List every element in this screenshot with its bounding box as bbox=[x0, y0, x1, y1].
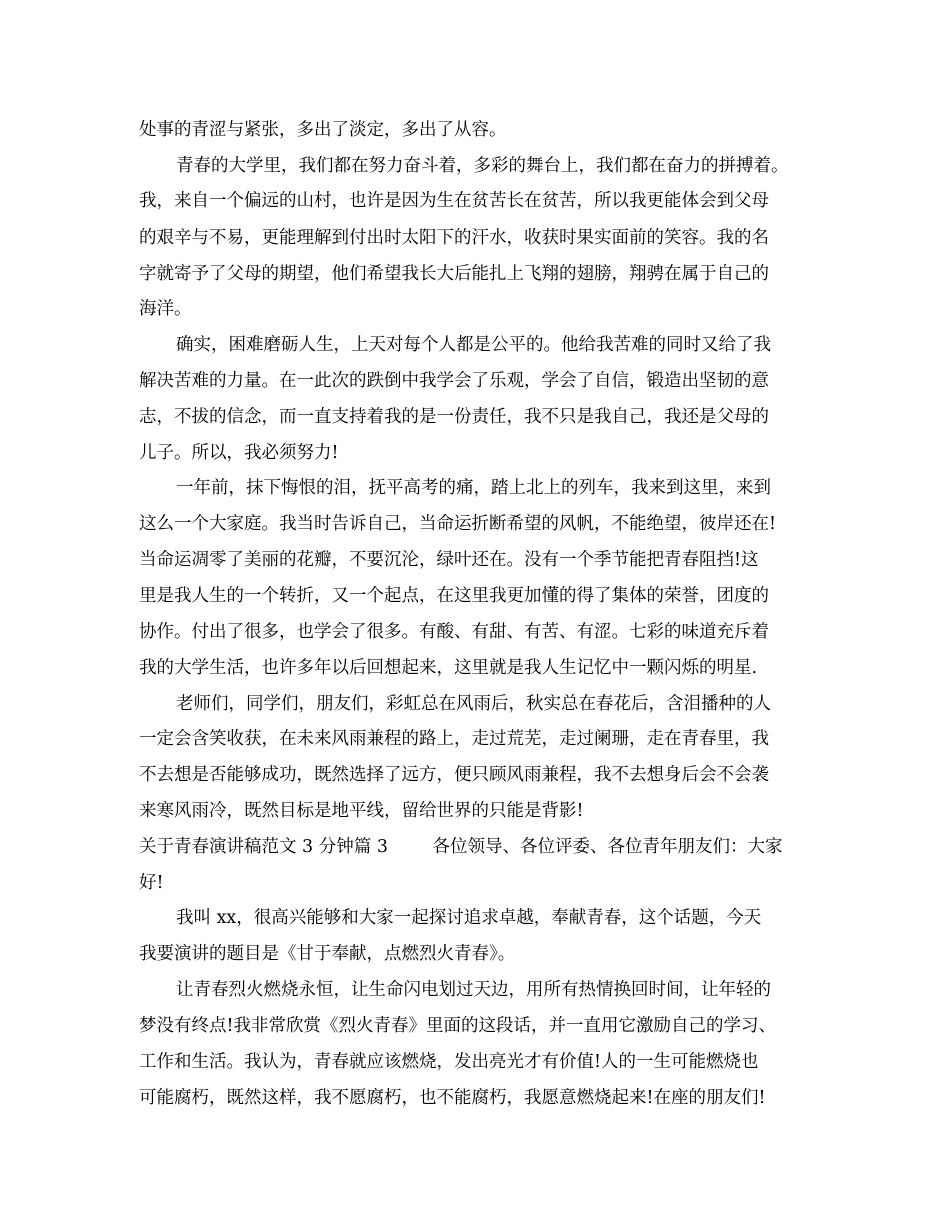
text-line: 我要演讲的题目是《甘于奉献，点燃烈火青春》。 bbox=[139, 944, 516, 964]
text-line: 儿子。所以，我必须努力! bbox=[139, 443, 339, 463]
text-line: 一定会含笑收获，在未来风雨兼程的路上，走过荒芜，走过阑珊，走在青春里，我 bbox=[139, 729, 769, 749]
text-line: 一年前，抹下悔恨的泪，抚平高考的痛，踏上北上的列车，我来到这里，来到 bbox=[176, 478, 771, 498]
text-line: 字就寄予了父母的期望，他们希望我长大后能扎上飞翔的翅膀，翔骋在属于自己的 bbox=[139, 264, 769, 284]
text-line: 我，来自一个偏远的山村，也许是因为生在贫苦长在贫苦，所以我更能体会到父母 bbox=[139, 191, 769, 211]
text-line: 老师们，同学们，朋友们，彩虹总在风雨后，秋实总在春花后，含泪播种的人 bbox=[176, 694, 771, 714]
text-line: 解决苦难的力量。在一此次的跌倒中我学会了乐观，学会了自信，锻造出坚韧的意 bbox=[139, 371, 769, 391]
text-line: 海洋。 bbox=[139, 299, 192, 319]
text-line: 当命运凋零了美丽的花瓣，不要沉沦，绿叶还在。没有一个季节能把青春阻挡!这 bbox=[139, 550, 759, 570]
text-line: 青春的大学里，我们都在努力奋斗着，多彩的舞台上，我们都在奋力的拼搏着。 bbox=[176, 156, 789, 176]
text-line: 让青春烈火燃烧永恒，让生命闪电划过天边，用所有热情换回时间，让年轻的 bbox=[176, 980, 771, 1000]
text-line: 关于青春演讲稿范文 3 分钟篇 3 各位领导、各位评委、各位青年朋友们：大家 bbox=[139, 837, 783, 857]
text-line: 处事的青涩与紧张，多出了淡定，多出了从容。 bbox=[139, 120, 507, 140]
text-line: 梦没有终点!我非常欣赏《烈火青春》里面的这段话，并一直用它激励自己的学习、 bbox=[139, 1016, 777, 1036]
text-line: 确实，困难磨砺人生，上天对每个人都是公平的。他给我苦难的同时又给了我 bbox=[176, 335, 771, 355]
text-line: 不去想是否能够成功，既然选择了远方，便只顾风雨兼程，我不去想身后会不会袭 bbox=[139, 765, 769, 785]
text-line: 里是我人生的一个转折，又一个起点，在这里我更加懂的得了集体的荣誉，团度的 bbox=[139, 586, 769, 606]
text-line: 我的大学生活，也许多年以后回想起来，这里就是我人生记忆中一颗闪烁的明星. bbox=[139, 658, 758, 678]
text-line: 我叫 xx，很高兴能够和大家一起探讨追求卓越，奉献青春，这个话题，今天 bbox=[176, 908, 762, 928]
text-line: 来寒风雨冷，既然目标是地平线，留给世界的只能是背影! bbox=[139, 801, 584, 821]
text-line: 可能腐朽，既然这样，我不愿腐朽，也不能腐朽，我愿意燃烧起来!在座的朋友们! bbox=[139, 1088, 766, 1108]
text-line: 的艰辛与不易，更能理解到付出时太阳下的汗水，收获时果实面前的笑容。我的名 bbox=[139, 228, 769, 248]
text-line: 工作和生活。我认为，青春就应该燃烧，发出亮光才有价值!人的一生可能燃烧也 bbox=[139, 1052, 759, 1072]
text-line: 这么一个大家庭。我当时告诉自己，当命运折断希望的风帆，不能绝望，彼岸还在! bbox=[139, 514, 777, 534]
text-line: 好! bbox=[139, 873, 164, 893]
text-line: 志，不拔的信念，而一直支持着我的是一份责任，我不只是我自己，我还是父母的 bbox=[139, 407, 769, 427]
text-line: 协作。付出了很多，也学会了很多。有酸、有甜、有苦、有涩。七彩的味道充斥着 bbox=[139, 622, 769, 642]
